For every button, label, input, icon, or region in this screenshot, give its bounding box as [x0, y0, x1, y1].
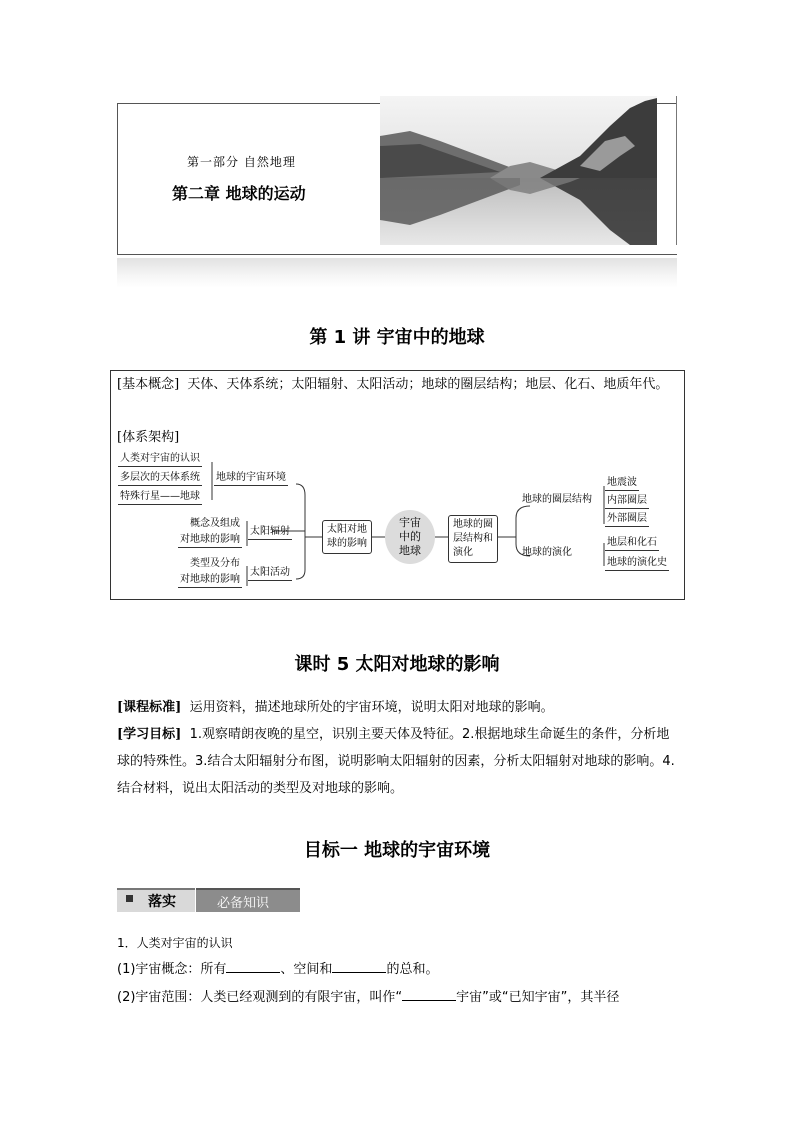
map-node-inner-spheres: 内部圈层 — [605, 494, 649, 509]
course-standard-text: 运用资料，描述地球所处的宇宙环境，说明太阳对地球的影响。 — [189, 700, 554, 715]
learning-objectives-tag: [学习目标] — [117, 727, 182, 742]
item-1-heading: 1．人类对宇宙的认识 — [117, 936, 233, 950]
fill-blank[interactable] — [226, 960, 280, 973]
map-node-center: 宇宙中的地球 — [399, 516, 421, 557]
section-bar-right-label: 必备知识 — [217, 896, 270, 911]
map-node-radiation-impact: 对地球的影响 — [178, 533, 242, 548]
system-structure-tag: [体系架构] — [117, 430, 180, 445]
map-node-concept-composition: 概念及组成 — [190, 518, 240, 529]
basic-concepts-tag: [基本概念] — [117, 377, 180, 392]
section-bar-left-label: 落实 — [148, 894, 176, 910]
item-1-1-part-b: 、空间和 — [280, 962, 333, 977]
course-standard-tag: [课程标准] — [117, 700, 182, 715]
item-1-1 — [117, 956, 679, 983]
part-label: 第一部分 自然地理 — [187, 155, 296, 169]
map-node-solar-activity: 太阳活动 — [248, 566, 292, 581]
square-bullet-icon — [126, 895, 133, 902]
item-1-2 — [117, 984, 679, 1011]
learning-objectives — [117, 721, 679, 802]
item-1-1-part-a: (1)宇宙概念：所有 — [117, 962, 227, 977]
map-node-sun-impact: 太阳对地球的影响 — [322, 520, 372, 554]
map-node-evolution-history: 地球的演化史 — [605, 556, 669, 571]
course-standard — [117, 694, 679, 721]
map-node-cosmic-environment: 地球的宇宙环境 — [214, 471, 288, 486]
basic-concepts-text: 天体、天体系统；太阳辐射、太阳活动；地球的圈层结构；地层、化石、地质年代。 — [187, 377, 669, 392]
item-1-2-part-a: (2)宇宙范围：人类已经观测到的有限宇宙，叫作“ — [117, 990, 403, 1005]
map-node-activity-impact: 对地球的影响 — [178, 573, 242, 588]
map-node-human-cognition: 人类对宇宙的认识 — [118, 452, 202, 467]
map-node-strata-fossils: 地层和化石 — [605, 536, 659, 551]
fill-blank[interactable] — [402, 988, 456, 1001]
lesson-title: 课时 5 太阳对地球的影响 — [294, 654, 500, 675]
item-1-2-part-b: 宇宙”或“已知宇宙”，其半径 — [456, 990, 620, 1005]
item-1-1-part-c: 的总和。 — [386, 962, 439, 977]
map-node-type-distribution: 类型及分布 — [190, 558, 240, 569]
map-node-solar-radiation: 太阳辐射 — [248, 525, 292, 540]
goal-title: 目标一 地球的宇宙环境 — [303, 840, 491, 861]
fill-blank[interactable] — [332, 960, 386, 973]
map-node-outer-spheres: 外部圈层 — [605, 512, 649, 527]
map-node-sphere-structure: 地球的圈层结构 — [522, 494, 592, 505]
map-node-celestial-systems: 多层次的天体系统 — [118, 471, 202, 486]
chapter-title: 第二章 地球的运动 — [172, 184, 306, 203]
map-node-structure-evolution: 地球的圈层结构和演化 — [448, 515, 498, 563]
lecture-title: 第 1 讲 宇宙中的地球 — [309, 327, 485, 348]
map-node-seismic-waves: 地震波 — [605, 476, 639, 491]
map-node-earth-evolution: 地球的演化 — [522, 547, 572, 558]
map-node-special-planet: 特殊行星——地球 — [118, 490, 202, 505]
learning-objectives-text: 1.观察晴朗夜晚的星空，识别主要天体及特征。2.根据地球生命诞生的条件，分析地球的特殊性。3.结合太阳辐射分布图，说明影响太阳辐射的因素，分析太阳辐射对地球的影响。4.结合材料，说出太阳活动的类型及对地球的影响。 — [117, 727, 675, 796]
